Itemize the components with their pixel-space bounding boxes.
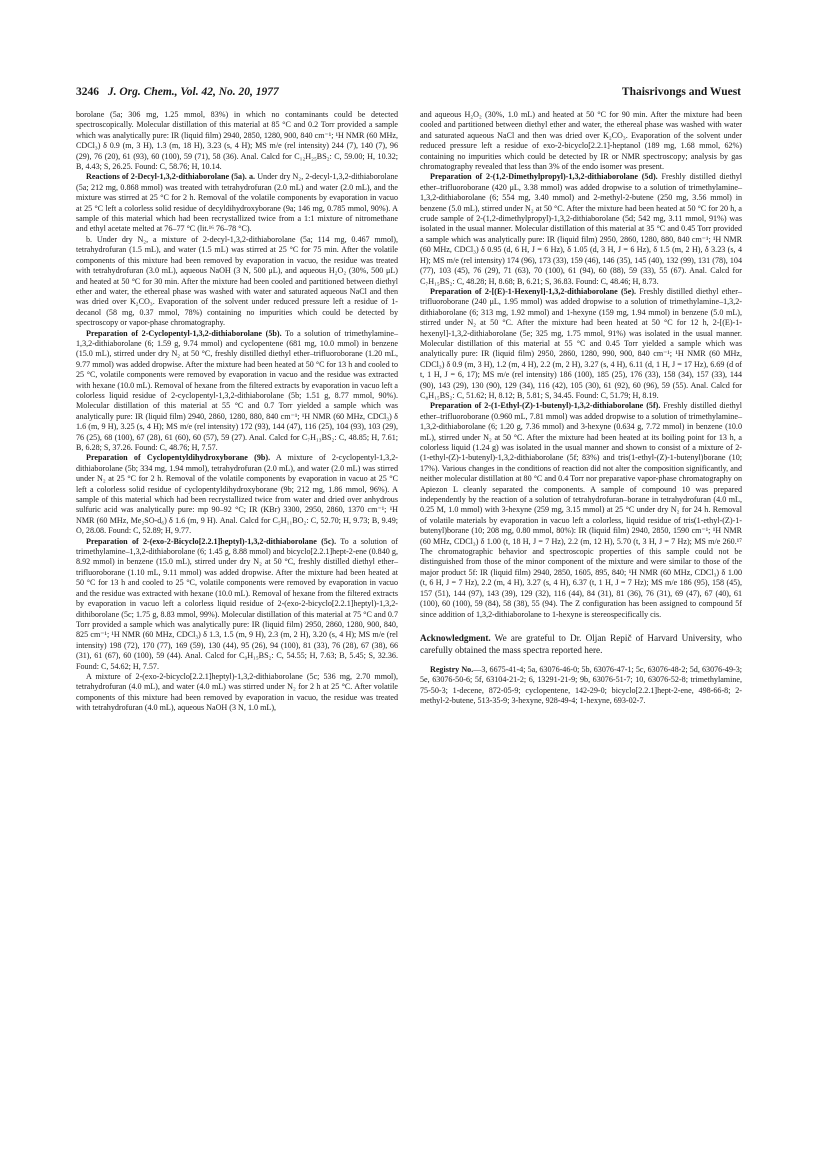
page-number: 3246 bbox=[76, 86, 99, 98]
journal-citation: J. Org. Chem., Vol. 42, No. 20, 1977 bbox=[107, 86, 279, 98]
paragraph-text: Freshly distilled diethyl ether–trifluoroborane (420 μL, 3.38 mmol) was added dropwise to a solution of trimethylamine–1,3,2-dithiaborolane (6; 554 mg, 3.40 mmol) and 2-methyl-2-butene (250 mg, 3.56 mmol) in benzene (5.0 mL), stirred under N₂ at 50 °C. After the mixture had been heated at 50 °C for 20 h, a crude sample of 2-(1,2-dimethylpropyl)-1,3,2-dithiaborolane (5d; 542 mg, 3.11 mmol, 91%) was isolated in the usual manner. Molecular distillation of this material at 35 °C and 0.45 Torr provided a sample which was analytically pure: IR (liquid film) 2950, 2860, 1280, 880, 840 cm⁻¹; ¹H NMR (60 MHz, CDCl₃) δ 0.95 (d, 6 H, J = 6 Hz), δ 1.05 (d, 3 H, J = 6 Hz), δ 1.5 (m, 2 H), δ 3.23 (s, 4 H); MS m/e (rel intensity) 174 (96), 173 (33), 159 (46), 146 (35), 145 (40), 132 (99), 131 (78), 104 (77), 103 (45), 76 (29), 71 (63), 70 (100), 61 (94), 60 (88), 59 (33), 55 (67). Anal. Calcd for C₇H₁₅BS₂: C, 48.28; H, 8.68; B, 6.21; S, 36.83. Found: C, 48.46; H, 8.73. bbox=[420, 172, 742, 286]
paragraph-text: To a solution of trimethylamine–1,3,2-dithiaborolane (6; 1.45 g, 8.88 mmol) and bicyclo[2.2.1]hept-2-ene (0.840 g, 8.92 mmol) in benzene (15.0 mL), stirred under dry N₂ at 50 °C, freshly distilled diethyl ether–trifluoroborane (1.10 mL, 9.11 mmol) was added dropwise. After the mixture had been heated at 50 °C for 13 h and cooled to 25 °C, volatile components were removed by evaporation in vacuo and the residue was extracted with hexane (10.0 mL). Removal of hexane from the filtered extracts by evaporation in vacuo left a colorless liquid residue of 2-(exo-2-bicyclo[2.2.1]heptyl)-1,3,2-dithiborolane (5c; 1.75 g, 8.83 mmol, 99%). Molecular distillation of this material at 75 °C and 0.7 Torr provided a sample which was analytically pure: IR (liquid film) 2950, 2860, 1280, 900, 840, 825 cm⁻¹; ¹H NMR (60 MHz, CDCl₃) δ 1.3, 1.5 (m, 9 H), 2.3 (m, 2 H), 3.20 (s, 4 H); MS m/e (rel intensity) 198 (72), 170 (77), 169 (59), 130 (44), 95 (26), 94 (100), 81 (33), 76 (28), 67 (38), 66 (31), 61 (67), 60 (100), 59 (44). Anal. Calcd for C₉H₁₅BS₂: C, 54.55; H, 7.63; B, 5.45; S, 32.36. Found: C, 54.62; H, 7.57. bbox=[76, 536, 398, 671]
paragraph-text: Freshly distilled diethyl ether–trifluoroborane (0.960 mL, 7.81 mmol) was added dropwise to a solution of trimethylamine–1,3,2-dithiaborolane (6; 1.20 g, 7.36 mmol) and 3-hexyne (0.634 g, 7.72 mmol) in benzene (10.0 mL), stirred under N₂ at 50 °C. After the mixture had been heated at its boiling point for 13 h, a colorless liquid (1.24 g) was isolated in the usual manner and shown to consist of a mixture of 2-(1-ethyl-(Z)-1-butenyl)-1,3,2-dithiaborolane (5f; 83%) and tris(1-ethyl-(Z)-1-butenyl)borane (10; 17%). Various changes in the conditions of reaction did not alter the composition significantly, and neither molecular distillation at 80 °C and 0.4 Torr nor preparative vapor-phase chromatography on Apiezon L cleanly separated the components. A sample of compound 10 was prepared independently by the reaction of a solution of tetrahydrofuran–borane in tetrahydrofuran (4.0 mL, 0.25 M, 1.0 mmol) with 3-hexyne (259 mg, 3.15 mmol) at 25 °C under dry N₂ for 24 h. Removal of volatile materials by evaporation in vacuo left a colorless, liquid residue of tris(1-ethyl-(Z)-1-butenyl)borane (10; 208 mg, 0.80 mmol, 80%): IR (liquid film) 2940, 2850, 1590 cm⁻¹; ¹H NMR (60 MHz, CDCl₃) δ 1.00 (t, 18 H, J = 7 Hz), 2.2 (m, 12 H), 5.70 (t, 3 H, J = 7 Hz); MS m/e 260.¹⁷ The chromatographic behavior and spectroscopic properties of this sample could not be distinguished from those of the minor component of the mixture and were similar to those of the major product 5f: IR (liquid film) 2940, 2850, 1605, 895, 840; ¹H NMR (60 MHz, CDCl₃) δ 1.00 (t, 6 H, J = 7 Hz), 2.2 (m, 4 H), 3.27 (s, 4 H), 6.37 (t, 1 H, J = 7 Hz); MS m/e 186 (95), 158 (45), 157 (51), 144 (97), 143 (39), 129 (32), 116 (44), 84 (31), 81 (36), 76 (31), 69 (47), 67 (40), 61 (100), 60 (100), 59 (84), 58 (38), 55 (94). The Z configuration has been assigned to compound 5f since addition of 1,3,2-dithiaborolane to 1-hexyne is stereospecifically cis. bbox=[420, 401, 742, 619]
paragraph bbox=[420, 172, 742, 286]
running-header bbox=[76, 86, 741, 102]
paragraph-heading: Preparation of Cyclopentyldihydroxyborane (9b). bbox=[86, 453, 271, 463]
paragraph-text: and aqueous H₂O₂ (30%, 1.0 mL) and heated at 50 °C for 90 min. After the mixture had been cooled and partitioned between diethyl ether and water, the ethereal phase was washed with water and saturated aqueous NaCl and then was dried over K₂CO₃. Evaporation of the solvent under reduced pressure left a residue of exo-2-bicyclo[2.2.1]-heptanol (189 mg, 1.68 mmol, 62%) containing no impurities which could be detected by IR or NMR spectroscopy; analysis by gas chromatography revealed that less than 3% of the endo isomer was present. bbox=[420, 110, 742, 172]
paragraph bbox=[76, 453, 398, 536]
acknowledgment-text: We are grateful to Dr. Oljan Repič of Harvard University, who carefully obtained the mass spectra reported here. bbox=[420, 632, 742, 656]
header-authors: Thaisrivongs and Wuest bbox=[621, 86, 741, 98]
paragraph-text: Under dry N₂, 2-decyl-1,3,2-dithiaborolane (5a; 212 mg, 0.868 mmol) was treated with tetrahydrofuran (2.0 mL) and water (2.0 mL), and the mixture was stirred at 25 °C for 2 h. Removal of the volatile components by evaporation in vacuo at 25 °C left a colorless solid residue of decyldihydroxyborane (9a; 146 mg, 0.785 mmol, 90%). A sample of this material which had been recrystallized twice from a 1:1 mixture of nitromethane and ethyl acetate melted at 76–77 °C (lit.¹⁶ 76–78 °C). bbox=[76, 172, 399, 234]
right-column-body bbox=[420, 110, 742, 620]
paragraph bbox=[76, 235, 398, 329]
registry-numbers bbox=[420, 665, 742, 707]
paragraph bbox=[76, 329, 398, 454]
paragraph bbox=[76, 172, 398, 234]
registry-text: —3, 6675-41-4; 5a, 63076-46-0; 5b, 63076-47-1; 5c, 63076-48-2; 5d, 63076-49-3; 5e, 63076-50-6; 5f, 63104-21-2; 6, 13291-21-9; 9b, 63076-51-7; 10, 63076-52-8; trimethylamine, 75-50-3; 1-decene, 872-05-9; cyclopentene, 142-29-0; bicyclo[2.2.1]hept-2-ene, 498-66-8; 2-methyl-2-butene, 513-35-9; 3-hexyne, 928-49-4; 1-hexyne, 693-02-7. bbox=[420, 664, 742, 705]
acknowledgment-heading: Acknowledgment. bbox=[420, 632, 491, 643]
paragraph-text: A mixture of 2-cyclopentyl-1,3,2-dithiaborolane (5b; 334 mg, 1.94 mmol), tetrahydrofuran (2.0 mL), and water (2.0 mL) was stirred under N₂ at 25 °C for 2 h. Removal of the volatile components by evaporation in vacuo at 25 °C left a colorless solid residue of cyclopentyldihydroxyborane (9b; 212 mg, 1.86 mmol, 96%). A sample of this material which had been recrystallized twice from water and dried over anhydrous sulfuric acid was analytically pure: mp 90–92 °C; IR (KBr) 3300, 2950, 2860, 1370 cm⁻¹; ¹H NMR (60 MHz, Me₂SO-d₆) δ 1.6 (m, 9 H). Anal. Calcd for C₅H₁₁BO₂: C, 52.70; H, 9.73; B, 9.49; O, 28.08. Found: C, 52.89; H, 9.77. bbox=[76, 453, 398, 536]
left-column bbox=[76, 110, 398, 714]
paragraph-heading: Reactions of 2-Decyl-1,3,2-dithiaborolane (5a). a. bbox=[86, 172, 256, 182]
paragraph-heading: Preparation of 2-[(E)-1-Hexenyl]-1,3,2-dithiaborolane (5e). bbox=[430, 286, 637, 296]
paragraph-text: b. Under dry N₂, a mixture of 2-decyl-1,3,2-dithiaborolane (5a; 114 mg, 0.467 mmol), tetrahydrofuran (1.5 mL), and water (1.5 mL) was stirred at 25 °C for 75 min. After the volatile components of this mixture had been removed by evaporation in vacuo, the residue was treated with tetrahydrofuran (3.0 mL), aqueous NaOH (3 N, 500 μL), and aqueous H₂O₂ (30%, 500 μL) and heated at 50 °C for 30 min. After the mixture had been cooled and partitioned between diethyl ether and water, the ethereal phase was washed with water and saturated aqueous NaCl and then was dried over K₂CO₃. Evaporation of the solvent under reduced pressure left a residue of 1-decanol (58 mg, 0.37 mmol, 78%) containing no impurities which could be detected by spectroscopy or vapor-phase chromatography. bbox=[76, 234, 398, 328]
registry-heading: Registry No. bbox=[430, 664, 474, 674]
paragraph-heading: Preparation of 2-(1,2-Dimethylpropyl)-1,3,2-dithiaborolane (5d). bbox=[430, 172, 658, 182]
header-left bbox=[76, 86, 279, 98]
paragraph bbox=[420, 110, 742, 172]
paragraph bbox=[76, 110, 398, 172]
paragraph bbox=[76, 672, 398, 714]
paragraph bbox=[420, 401, 742, 620]
paragraph-heading: Preparation of 2-(exo-2-Bicyclo[2.2.1]heptyl)-1,3,2-dithiaborolane (5c). bbox=[86, 536, 337, 546]
paragraph-heading: Preparation of 2-(1-Ethyl-(Z)-1-butenyl)-1,3,2-dithiaborolane (5f). bbox=[430, 401, 661, 411]
paragraph bbox=[420, 287, 742, 401]
paragraph-text: A mixture of 2-(exo-2-bicyclo[2.2.1]heptyl)-1,3,2-dithiaborolane (5c; 536 mg, 2.70 mmol), tetrahydrofuran (4.0 mL), and water (4.0 mL) was stirred under N₂ for 2 h at 25 °C. After volatile components of this mixture had been removed by evaporation in vacuo, the residue was treated with tetrahydrofuran (4.0 mL), aqueous NaOH (3 N, 1.0 mL), bbox=[76, 671, 398, 713]
paragraph-text: Freshly distilled diethyl ether–trifluoroborane (240 μL, 1.95 mmol) was added dropwise to a solution of trimethylamine–1,3,2-dithiaborolane (6; 313 mg, 1.92 mmol) and 1-hexyne (159 mg, 1.94 mmol) in benzene (5.0 mL), stirred under N₂ at 50 °C. After the mixture had been heated at 50 °C for 12 h, 2-[(E)-1-hexenyl]-1,3,2-dithiaborolane (5e; 325 mg, 1.75 mmol, 91%) was isolated in the usual manner. Molecular distillation of this material at 55 °C and 0.45 Torr yielded a sample which was analytically pure: IR (liquid film) 2950, 2860, 1280, 990, 900, 840 cm⁻¹; ¹H NMR (60 MHz, CDCl₃) δ 0.9 (m, 3 H), 1.2 (m, 4 H), 2.2 (m, 2 H), 3.27 (s, 4 H), 6.11 (d, 1 H, J = 17 Hz), 6.69 (d of t, 1 H, J = 6, 17); MS m/e (rel intensity) 186 (100), 185 (25), 176 (33), 158 (34), 157 (33), 144 (90), 143 (29), 130 (90), 129 (34), 116 (42), 105 (30), 61 (92), 60 (96), 59 (55). Anal. Calcd for C₈H₁₅BS₂: C, 51.62; H, 8.12; B, 5.81; S, 34.45. Found: C, 51.79; H, 8.19. bbox=[420, 286, 742, 400]
paragraph-text: To a solution of trimethylamine–1,3,2-dithiaborolane (6; 1.59 g, 9.74 mmol) and cyclopentene (681 mg, 10.0 mmol) in benzene (15.0 mL), stirred under dry N₂ at 50 °C, freshly distilled diethyl ether–trifluoroborane (1.20 mL, 9.77 mmol) was added dropwise. After the mixture had been heated at 50 °C for 13 h and cooled to 25 °C, volatile components were removed by evaporation in vacuo and the residue was extracted with hexane (10.0 mL). Removal of hexane from the filtered extracts by evaporation in vacuo left a colorless liquid residue of 2-cyclopentyl-1,3,2-dithiaborolane (5b; 1.51 g, 8.77 mmol, 90%). Molecular distillation of this material at 55 °C and 0.7 Torr yielded a sample which was analytically pure: IR (liquid film) 2940, 2860, 1280, 880, 840 cm⁻¹; ¹H NMR (60 MHz, CDCl₃) δ 1.6 (m, 9 H), 3.25 (s, 4 H); MS m/e (rel intensity) 172 (93), 144 (47), 116 (25), 104 (93), 103 (29), 76 (25), 68 (100), 67 (28), 61 (60), 60 (57), 59 (27). Anal. Calcd for C₇H₁₃BS₂: C, 48.85; H, 7.61; B, 6.28; S, 37.26. Found: C, 48.76; H, 7.57. bbox=[76, 328, 398, 452]
paragraph-heading: Preparation of 2-Cyclopentyl-1,3,2-dithiaborolane (5b). bbox=[86, 328, 282, 338]
acknowledgment bbox=[420, 632, 742, 657]
paragraph bbox=[76, 537, 398, 672]
right-column bbox=[420, 110, 742, 706]
paragraph-text: borolane (5a; 306 mg, 1.25 mmol, 83%) in which no contaminants could be detected spectroscopically. Molecular distillation of this material at 85 °C and 0.2 Torr provided a sample which was analytically pure: IR (liquid film) 2940, 2850, 1280, 900, 840 cm⁻¹; ¹H NMR (60 MHz, CDCl₃) δ 0.9 (m, 3 H), 1.3 (m, 18 H), 3.23 (s, 4 H); MS m/e (rel intensity) 244 (7), 140 (7), 96 (29), 76 (20), 61 (93), 60 (100), 59 (71), 58 (36). Anal. Calcd for C₁₂H₂₅BS₂: C, 59.00; H, 10.32; B, 4.43; S, 26.25. Found: C, 58.76; H, 10.14. bbox=[76, 110, 398, 172]
